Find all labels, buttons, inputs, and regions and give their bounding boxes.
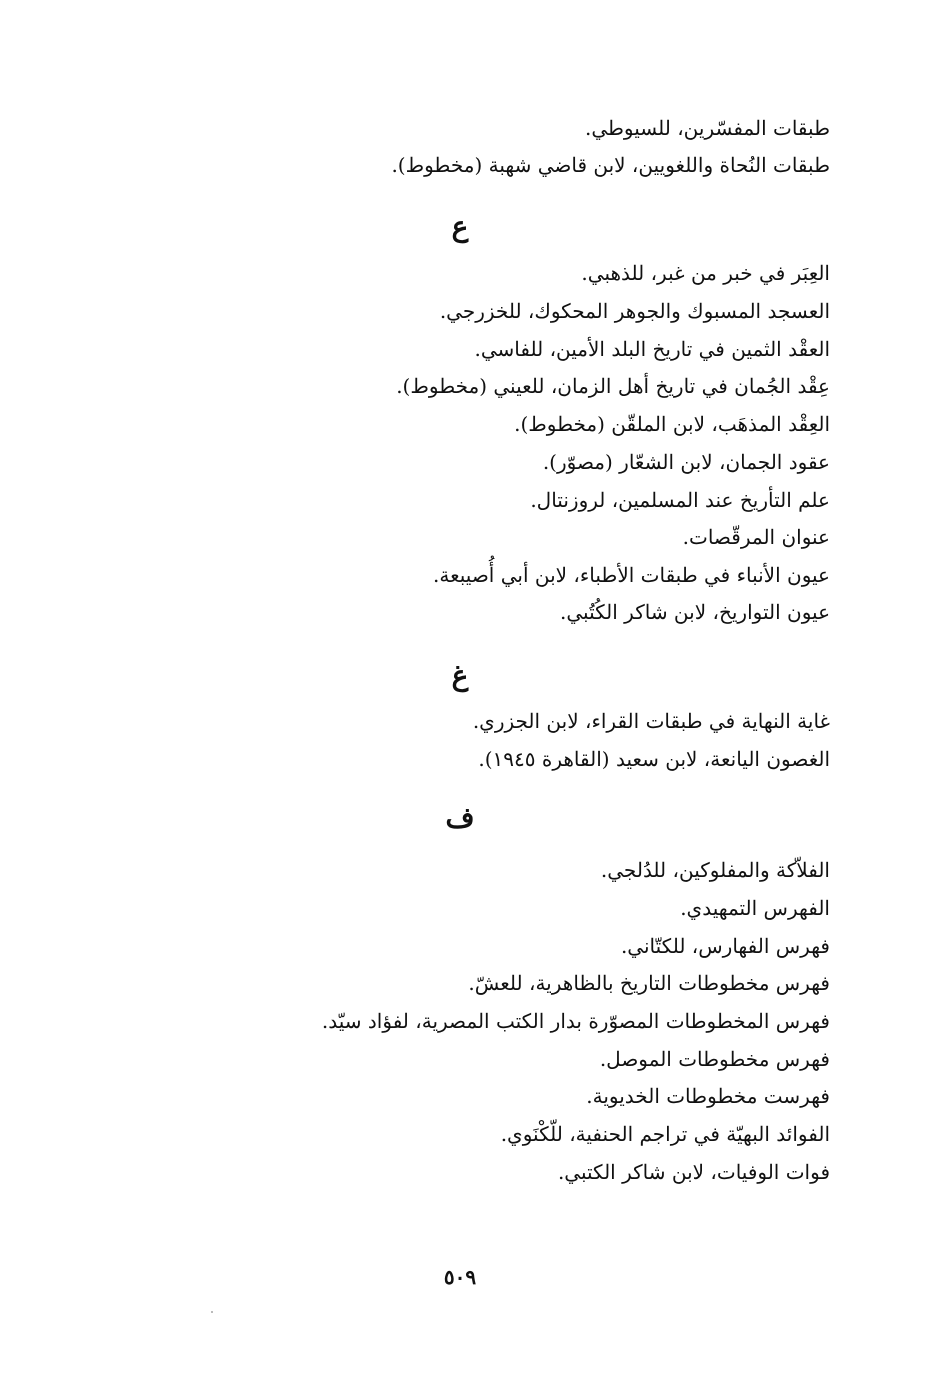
bibliography-entry: عِقْد الجُمان في تاريخ أهل الزمان، للعيني (مخطوط). bbox=[396, 374, 830, 398]
bibliography-entry: فهرس المخطوطات المصوّرة بدار الكتب المصرية، لفؤاد سيّد. bbox=[321, 1009, 830, 1033]
bibliography-entry: عقود الجمان، لابن الشعّار (مصوّر). bbox=[542, 450, 830, 474]
bibliography-entry: عيون التواريخ، لابن شاكر الكُتُبي. bbox=[560, 600, 830, 624]
page-number: ٥٠٩ bbox=[443, 1265, 477, 1289]
section-letter-ghain: غ bbox=[451, 659, 469, 692]
bibliography-entry: فهرس مخطوطات التاريخ بالظاهرية، للعشّ. bbox=[468, 971, 830, 995]
bibliography-entry: الفلاّكة والمفلوكين، للدُلجي. bbox=[600, 858, 830, 882]
bibliography-entry: العِبَر في خبر من غبر، للذهبي. bbox=[581, 261, 830, 285]
bibliography-entry: الفوائد البهيّة في تراجم الحنفية، للّكْنَوي. bbox=[500, 1122, 830, 1146]
bibliography-entry: العِقْد المذهَب، لابن الملقّن (مخطوط). bbox=[514, 412, 830, 436]
bibliography-entry: العقْد الثمين في تاريخ البلد الأمين، للفاسي. bbox=[474, 337, 830, 361]
bibliography-entry: الغصون اليانعة، لابن سعيد (القاهرة ١٩٤٥). bbox=[478, 747, 830, 771]
bibliography-entry: الفهرس التمهيدي. bbox=[680, 896, 830, 920]
bibliography-entry: طبقات المفسّرين، للسيوطي. bbox=[584, 116, 830, 140]
bibliography-entry: عنوان المرقّصات. bbox=[682, 525, 830, 549]
bibliography-entry: فهرس مخطوطات الموصل. bbox=[599, 1047, 830, 1071]
bibliography-entry: علم التأريخ عند المسلمين، لروزنتال. bbox=[530, 488, 830, 512]
bibliography-entry: العسجد المسبوك والجوهر المحكوك، للخزرجي. bbox=[439, 299, 830, 323]
bibliography-entry: طبقات النُحاة واللغويين، لابن قاضي شهبة (مخطوط). bbox=[391, 153, 830, 177]
bibliography-entry: عيون الأنباء في طبقات الأطباء، لابن أبي أُصيبعة. bbox=[433, 563, 830, 587]
scan-speck bbox=[211, 1311, 213, 1313]
bibliography-entry: فهرس الفهارس، للكتّاني. bbox=[620, 934, 830, 958]
bibliography-entry: فوات الوفيات، لابن شاكر الكتبي. bbox=[557, 1160, 830, 1184]
bibliography-entry: فهرست مخطوطات الخديوية. bbox=[586, 1084, 830, 1108]
bibliography-entry: غاية النهاية في طبقات القراء، لابن الجزري. bbox=[472, 709, 830, 733]
section-letter-fa: ف bbox=[445, 801, 475, 834]
section-letter-ain: ع bbox=[451, 210, 469, 243]
